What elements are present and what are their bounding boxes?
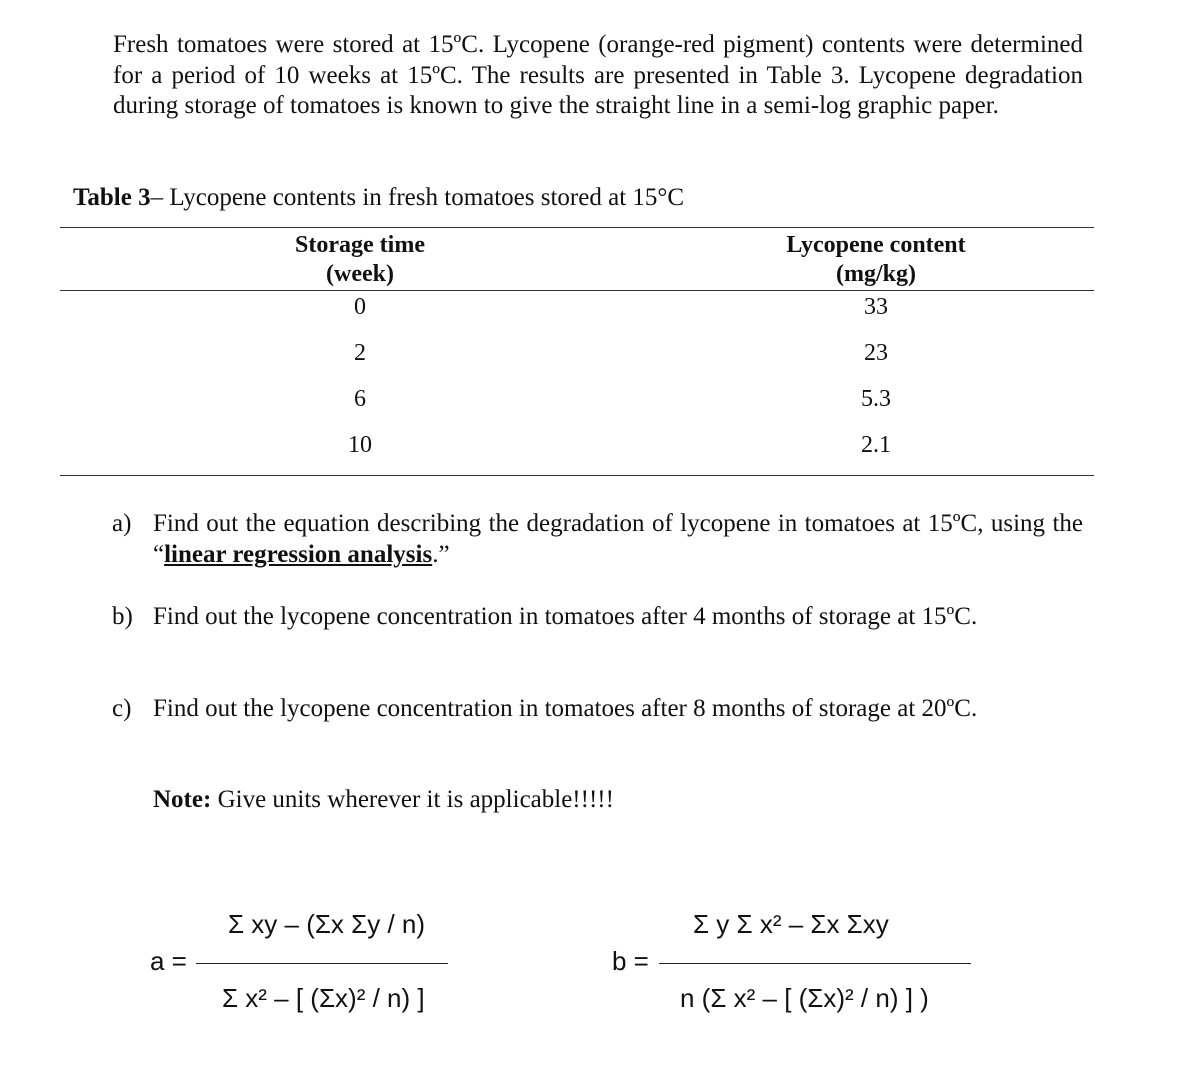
question-a — [112, 508, 1084, 572]
table-top-rule — [60, 227, 1094, 228]
formula-b-lhs: b = — [612, 946, 649, 976]
formula-b-fraction-bar — [659, 963, 971, 964]
question-b-text: Find out the lycopene concentration in tomatoes after 4 months of storage at 15ºC. — [153, 603, 978, 630]
table-cell-week: 6 — [354, 386, 366, 412]
question-c-text: Find out the lycopene concentration in tomatoes after 8 months of storage at 20ºC. — [153, 695, 978, 722]
note-text: Give units wherever it is applicable!!!!! — [211, 786, 614, 813]
table-caption — [73, 184, 684, 212]
header-storage-time-line1: Storage time — [295, 232, 425, 258]
question-a-underlined: linear regression analysis — [164, 541, 433, 568]
question-a-text-after: .” — [432, 541, 450, 568]
question-a-text — [153, 508, 1083, 570]
question-b-label: b) — [112, 603, 133, 630]
table-caption-label: Table 3 — [73, 184, 151, 211]
table-bottom-rule — [60, 475, 1094, 476]
table-caption-text: – Lycopene contents in fresh tomatoes stored at 15°C — [150, 184, 685, 211]
table-cell-content: 33 — [864, 294, 888, 320]
header-lycopene-line1: Lycopene content — [786, 232, 966, 258]
table-cell-content: 23 — [864, 340, 888, 366]
formula-a-fraction-bar — [196, 963, 448, 964]
formula-a-denominator: Σ x² – [ (Σx)² / n) ] — [222, 983, 425, 1013]
question-c — [112, 693, 1084, 725]
table-header-storage-time — [240, 231, 480, 289]
formula-b-denominator: n (Σ x² – [ (Σx)² / n) ] ) — [680, 983, 929, 1013]
formula-a-numerator: Σ xy – (Σx Σy / n) — [228, 909, 426, 939]
header-lycopene-line2: (mg/kg) — [836, 261, 916, 287]
table-cell-content: 5.3 — [861, 386, 891, 412]
table-cell-week: 0 — [354, 294, 366, 320]
question-a-text-before: Find out the equation describing the degradation of lycopene in tomatoes at 15ºC, using the “ — [153, 510, 1083, 568]
table-cell-week: 2 — [354, 340, 366, 366]
formula-b-numerator: Σ y Σ x² – Σx Σxy — [693, 909, 889, 939]
table-cell-content: 2.1 — [861, 432, 891, 458]
question-a-label: a) — [112, 510, 132, 537]
note-label: Note: — [153, 786, 212, 813]
question-b — [112, 601, 1084, 633]
table-header-lycopene-content — [756, 231, 996, 289]
formula-a-lhs: a = — [150, 946, 187, 976]
header-storage-time-line2: (week) — [326, 261, 394, 287]
table-header-rule — [60, 290, 1094, 291]
note — [153, 786, 614, 814]
intro-paragraph: Fresh tomatoes were stored at 15ºC. Lycopene (orange-red pigment) contents were determined for a period of 10 weeks at 15ºC. The results are presented in Table 3. Lycopene degradation during storage of tomatoes is known to give the straight line in a semi-log graphic paper. — [113, 31, 1083, 119]
table-cell-week: 10 — [348, 432, 372, 458]
question-c-label: c) — [112, 695, 132, 722]
